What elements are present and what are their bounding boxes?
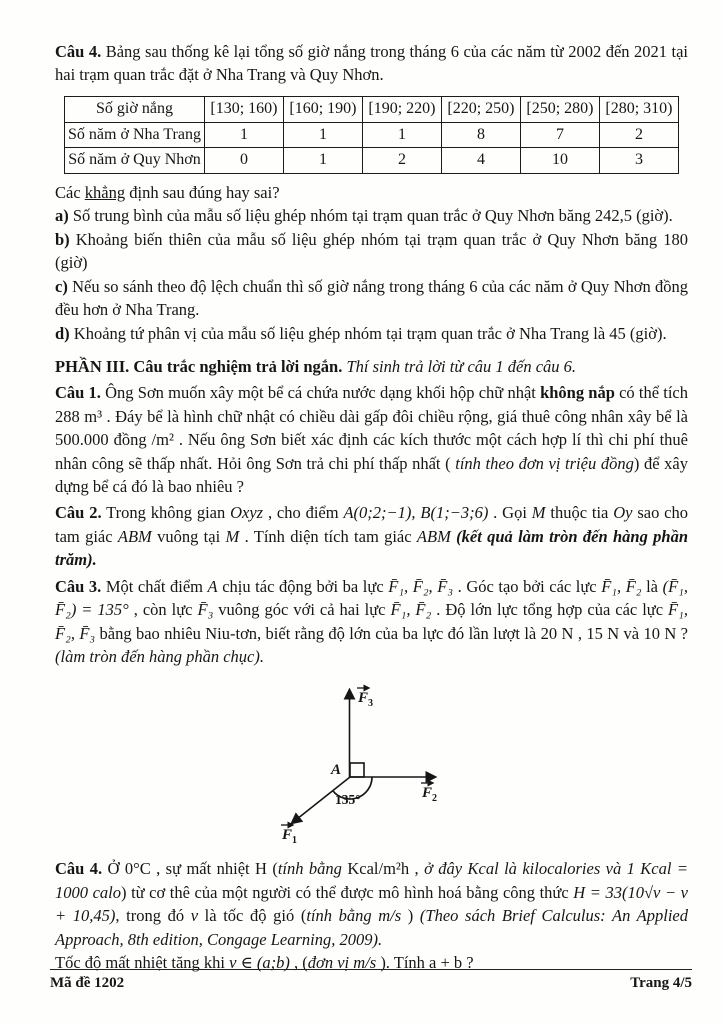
text-segment: , ( [289,953,308,973]
text-segment: chịu tác động bởi ba lực [217,576,389,596]
text-segment: M [225,526,240,546]
vector-f2-label: $F_2$ [422,785,438,805]
text-segment: v ∈ (a;b) [229,953,290,973]
text-segment: sao cho tam giác [55,503,689,546]
text-segment: a) [55,206,69,226]
question-2 [55,501,688,571]
statement-d [55,322,688,345]
text-segment: (Theo sách Brief Calculus: An Applied Approach, 8th edition, Congage Learning, 2009). [55,906,688,949]
text-segment: c) [55,276,68,296]
text-segment: là tốc độ gió ( [198,906,307,926]
statement-c [55,275,688,322]
text-segment: . Độ lớn lực tổng hợp của các lực [431,600,669,620]
text-segment: Oy [613,503,633,523]
statements-intro [55,181,688,204]
text-segment: F̄₁, F̄₂, F̄₃ [55,600,688,643]
table-row-quy-nhon [65,148,679,174]
text-segment: định sau đúng hay sai? [125,183,280,202]
text-segment: . Gọi [488,503,532,523]
text-segment: A [207,576,218,596]
text-segment: Khoảng tứ phân vị của mẫu số liệu ghép nhóm tại trạm quan trắc ở Nha Trang là 45 (giờ). [69,323,667,343]
table-header-cell: Số giờ nắng [65,96,205,122]
table-cell: 8 [441,122,520,148]
text-segment: F̄₁, F̄₂, F̄₃ [388,576,454,596]
force-diagram-svg [250,670,480,854]
table-cell: 1 [362,122,441,148]
text-segment: Bảng sau thống kê lại tổng số giờ nắng trong tháng 6 của các năm từ 2002 đến 2021 tại hai trạm quan trắc đặt ở Nha Trang và Quy Nhơn. [55,42,689,85]
text-segment: Câu 1. [55,383,101,403]
text-segment: ) để xây dựng bể cá đó là bao nhiêu ? [55,453,688,497]
text-segment: ) từ cơ thê của một người có thể được mô hình hoá bằng công thức [121,882,574,902]
table-header-cell: [160; 190) [283,96,362,122]
question-4-heat-stem [55,857,688,951]
text-segment: Tốc độ mất nhiệt tăng khi [55,953,230,973]
text-segment: Ở 0°C , sự mất nhiệt H ( [102,859,278,879]
table-header-cell: [220; 250) [441,96,520,122]
text-segment: Câu 4. [55,859,103,879]
text-segment: khẳng [84,183,126,202]
text-segment: tính theo đơn vị triệu đồng [455,453,634,473]
text-segment: Ông Sơn muốn xây một bể cá chứa nước dạng khối hộp chữ nhật [100,383,541,403]
table-cell: 2 [599,122,678,148]
text-segment: Các [55,183,85,202]
question-1 [55,381,688,498]
text-segment: là [641,576,663,596]
text-segment: (kết quả làm tròn đến hàng phần trăm). [55,526,688,570]
text-segment: H = 33(10√v − v + 10,45) [55,882,688,926]
table-cell: 1 [283,148,362,174]
origin-point-label: A [331,762,342,779]
table-header-cell: [190; 220) [362,96,441,122]
text-segment: (làm tròn đến hàng phần chục). [55,647,264,667]
text-segment: ở đây Kcal là kilocalories và 1 Kcal = 1000 calo [55,859,689,902]
text-segment: tính bằng [277,859,342,879]
part-3-heading [55,355,688,378]
text-segment: ABM [117,526,152,546]
question-3 [55,575,688,669]
text-segment: ABM [416,526,451,546]
text-segment: F̄₁, F̄₂ [601,576,642,596]
text-segment: , trong đó [115,906,191,926]
text-segment: A(0;2;−1), B(1;−3;6) [343,503,489,523]
text-segment: PHẦN III. Câu trắc nghiệm trả lời ngắn. [55,356,347,376]
text-segment: Câu 2. [55,503,102,523]
table-cell: 1 [283,122,362,148]
text-segment: vuông góc với cả hai lực [213,600,391,620]
text-segment: Số trung bình của mẫu số liệu ghép nhóm tại trạm quan trắc ở Quy Nhơn băng 242,5 (giờ). [68,206,673,226]
text-segment: F̄₃ [197,600,214,620]
table-cell: 0 [204,148,283,174]
table-header-cell: [130; 160) [204,96,283,122]
text-segment: Một chất điểm [101,576,208,596]
page-number: Trang 4/5 [630,975,692,991]
table-header-row [65,96,679,122]
text-segment: ). Tính a + b ? [376,953,474,973]
text-segment: , còn lực [128,600,198,620]
text-segment: F̄₁, F̄₂ [390,600,432,620]
row-label: Số năm ở Quy Nhơn [65,148,205,174]
text-segment: ) [401,906,420,926]
text-segment: . Góc tạo bởi các lực [453,576,602,596]
vector-f3-label: $F_3$ [358,690,374,710]
text-segment: Câu 3. [55,576,102,596]
text-segment: thuộc tia [545,503,614,523]
text-segment: Oxyz [230,503,264,523]
table-cell: 4 [441,148,520,174]
row-label: Số năm ở Nha Trang [65,122,205,148]
statement-a [55,204,688,227]
page-footer [50,969,692,994]
table-cell: 2 [362,148,441,174]
table-cell: 1 [204,122,283,148]
table-cell: 3 [599,148,678,174]
text-segment: tính bằng m/s [306,906,402,926]
text-segment: , cho điểm [263,503,344,523]
text-segment: không nắp [540,383,615,403]
text-segment: M [531,503,546,523]
text-segment: v [190,906,199,926]
vector-f1-label: $F_1$ [282,827,298,847]
text-segment: (F̄₁, F̄₂) = 135° [55,576,689,620]
sunshine-hours-table [64,96,679,174]
text-segment: b) [55,229,70,249]
right-angle-mark [350,763,364,777]
text-segment: Kcal/m²h , [341,859,425,879]
text-segment: có thể tích 288 m³ . Đáy bể là hình chữ nhật có chiều dài gấp đôi chiều rộng, giá thuê công nhân xây bể là 500.000 đồng /m² . Nếu ông Sơn biết xác định các kích thước một cách hợp lí thì chi phí thuê nhân công sẽ thấp nhất. Hỏi ông Sơn trả chi phí thấp nhất ( [55,383,688,473]
angle-value-label: 135° [335,792,361,808]
text-segment: Khoảng biến thiên của mẫu số liệu ghép nhóm tại trạm quan trắc ở Quy Nhơn băng 180 (giờ) [55,229,688,273]
force-diagram [55,670,688,854]
table-cell: 7 [520,122,599,148]
exam-code: Mã đề 1202 [50,975,125,991]
text-segment: Trong không gian [101,503,231,523]
table-cell: 10 [520,148,599,174]
text-segment: Nếu so sánh theo độ lệch chuẩn thì số giờ nắng trong tháng 6 của các năm ở Quy Nhơn đồng đều hơn ở Nha Trang. [55,276,688,320]
text-segment: vuông tại [151,526,226,546]
text-segment: đơn vị m/s [307,953,377,973]
text-segment: d) [55,323,70,343]
text-segment: Thí sinh trả lời từ câu 1 đến câu 6. [346,356,577,376]
text-segment: Câu 4. [55,42,102,61]
table-header-cell: [250; 280) [520,96,599,122]
text-segment: bằng bao nhiêu Niu-tơn, biết rằng độ lớn của ba lực đó lần lượt là 20 N , 15 N và 10 N ? [95,623,688,643]
text-segment: . Tính diện tích tam giác [239,526,417,546]
table-header-cell: [280; 310) [599,96,678,122]
question-4-statistics-stem [55,40,688,87]
statement-b [55,228,688,275]
table-row-nha-trang [65,122,679,148]
